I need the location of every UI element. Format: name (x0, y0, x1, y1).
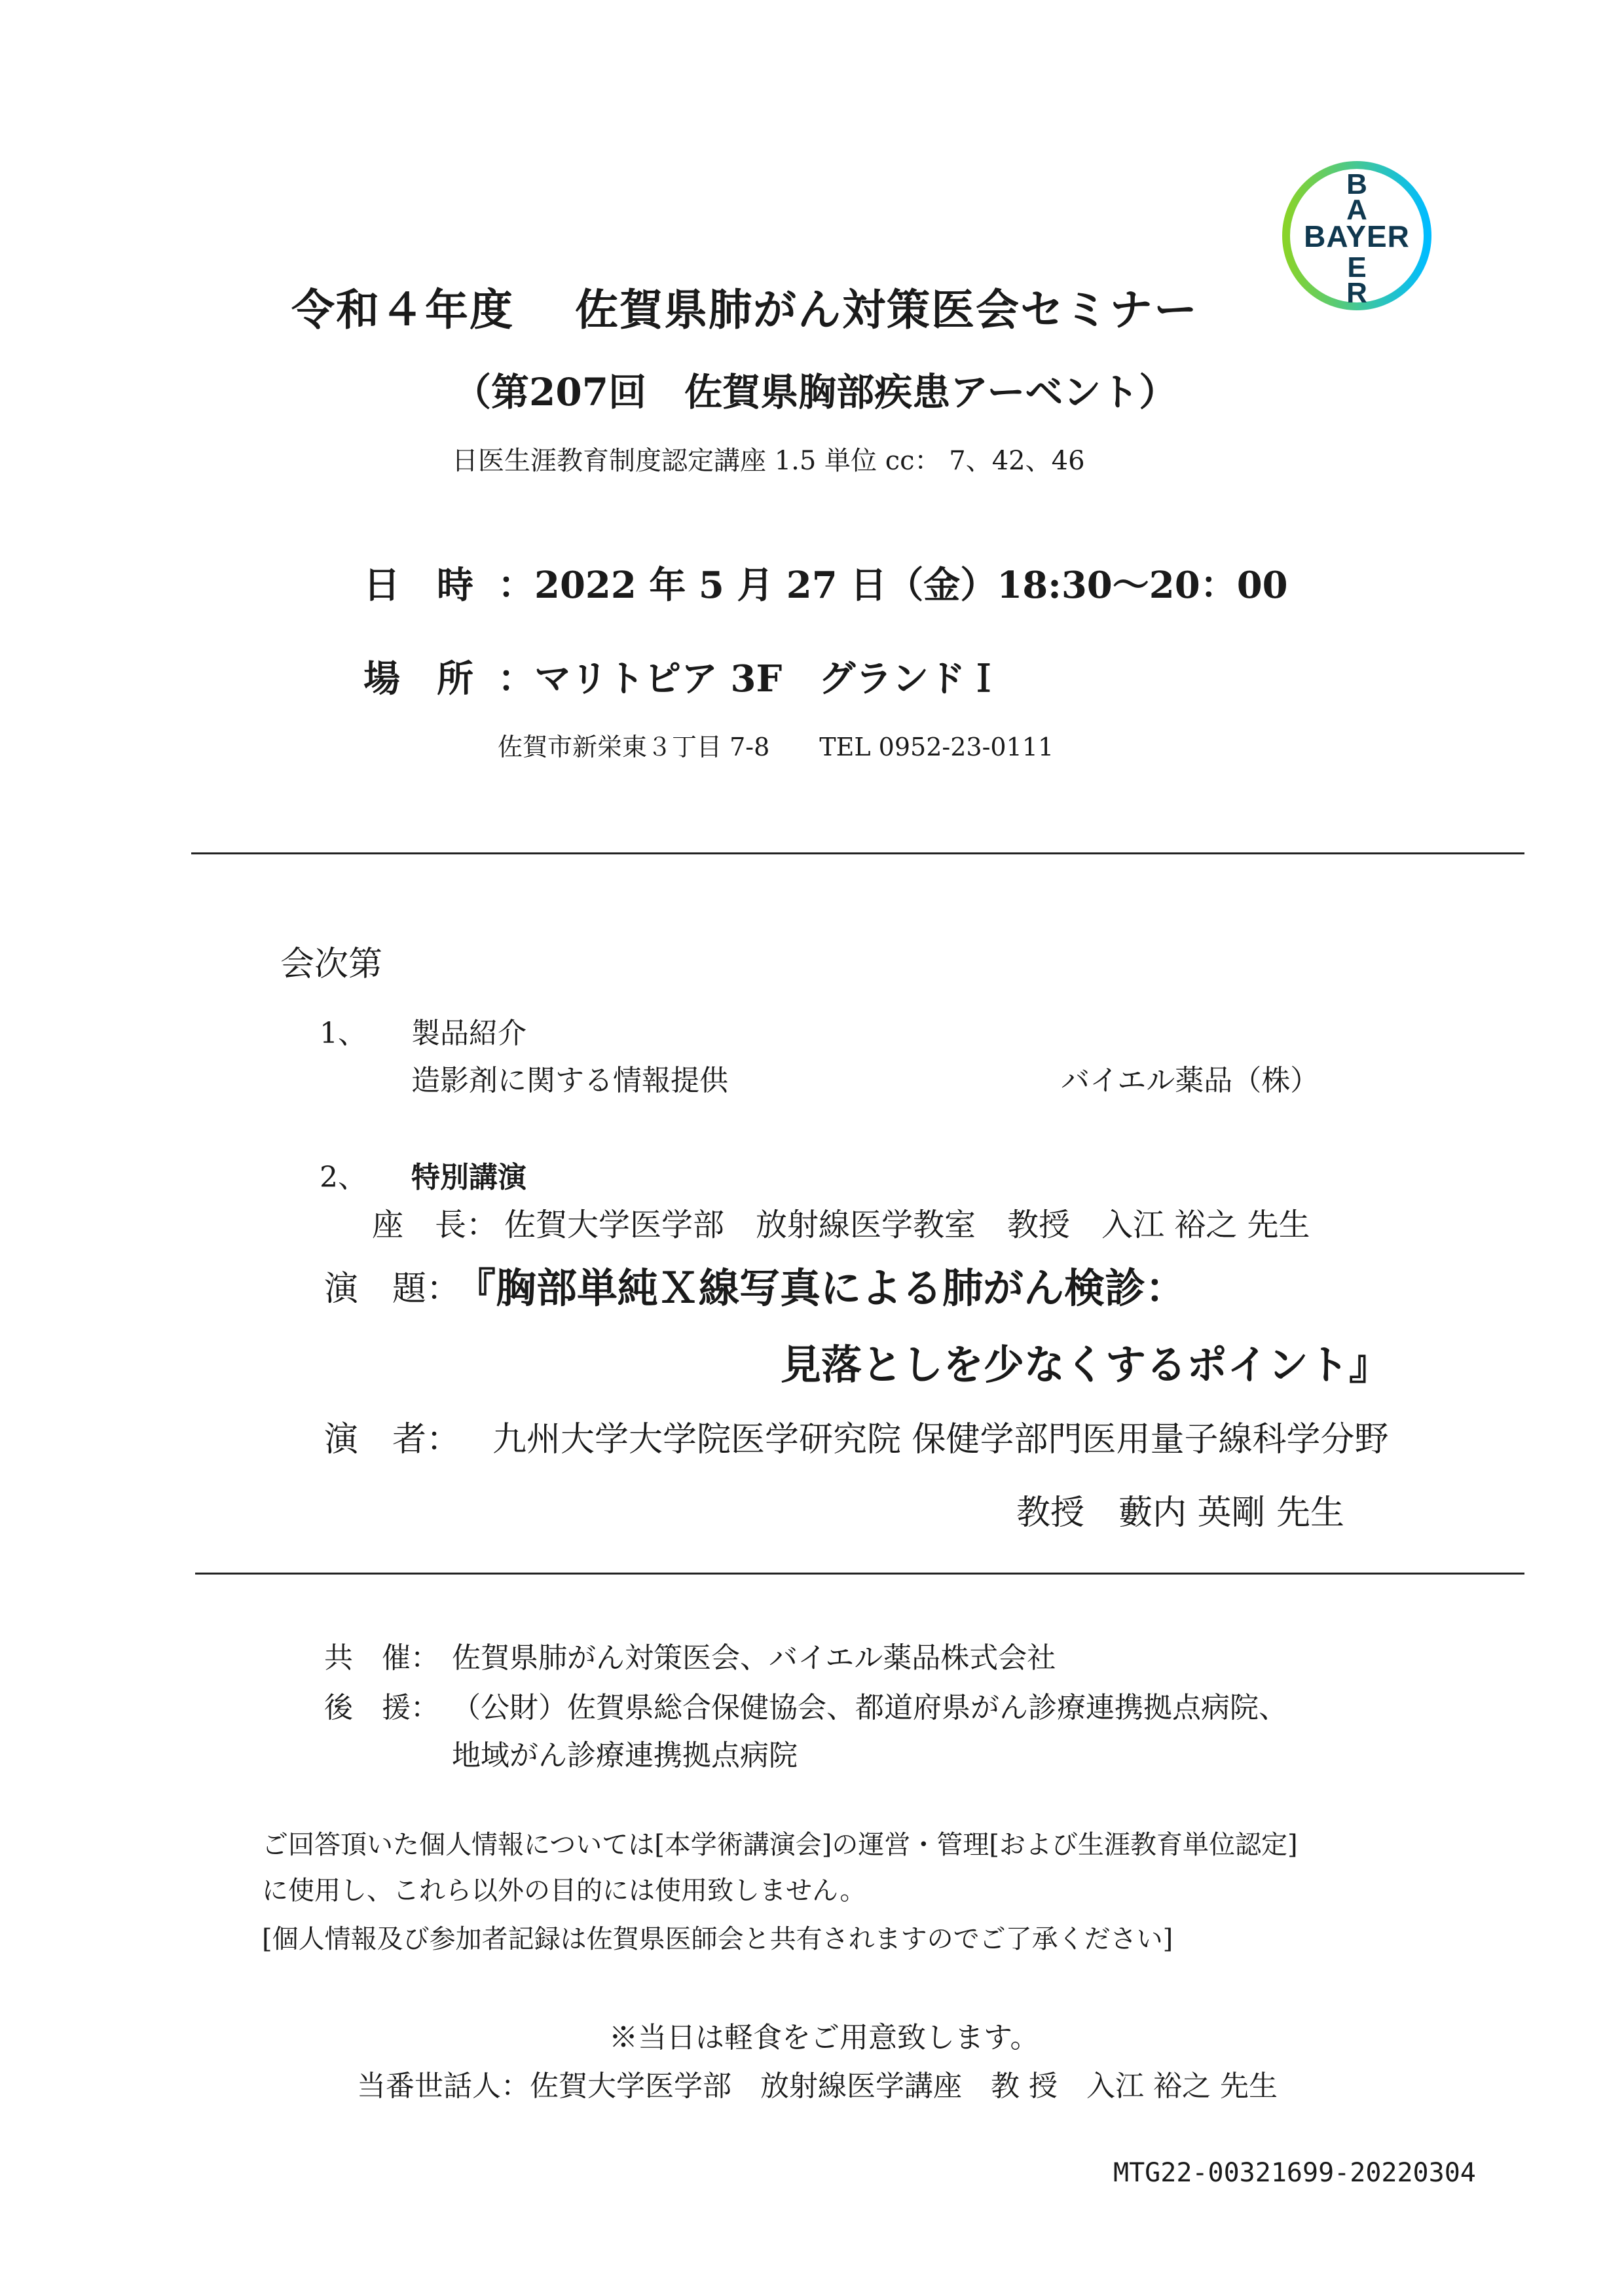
venue-label: 場 所 (363, 657, 473, 701)
datetime-label: 日 時 (363, 564, 473, 607)
privacy-line2: に使用し、これら以外の目的には使用致しません。 (262, 1876, 866, 1906)
support-line1: （公財）佐賀県総合保健協会、都道府県がん診療連携拠点病院、 (452, 1691, 1287, 1724)
svg-text:BAYER: BAYER (1304, 219, 1410, 253)
item1-number: 1、 (320, 1017, 367, 1050)
topic-line1: 『胸部単純Ｘ線写真による肺がん検診： (455, 1264, 1187, 1312)
credit-info: 日医生涯教育制度認定講座 1.5 単位 cc： 7、42、46 (452, 446, 1085, 476)
meal-note: ※当日は軽食をご用意致します。 (609, 2021, 1039, 2054)
item1-title: 製品紹介 (411, 1017, 526, 1050)
speaker-label: 演 者： (324, 1420, 461, 1459)
program-heading: 会次第 (280, 945, 383, 984)
topic-label: 演 題： (324, 1269, 461, 1309)
privacy-line3: [個人情報及び参加者記録は佐賀県医師会と共有されますのでご了承ください] (262, 1924, 1173, 1954)
svg-text:B: B (1346, 168, 1367, 200)
topic-line2: 見落としを少なくするポイント』 (781, 1341, 1390, 1389)
venue-address: 佐賀市新栄東３丁目 7-8 TEL 0952-23-0111 (498, 733, 1054, 761)
item1-description: 造影剤に関する情報提供 (411, 1064, 728, 1097)
svg-text:R: R (1346, 277, 1367, 309)
privacy-line1: ご回答頂いた個人情報については[本学術講演会]の運営・管理[および生涯教育単位認定] (262, 1830, 1298, 1860)
divider-top (191, 852, 1524, 854)
organizer: 当番世話人：佐賀大学医学部 放射線医学講座 教 授 入江 裕之 先生 (357, 2069, 1278, 2103)
support-line2: 地域がん診療連携拠点病院 (452, 1739, 798, 1772)
page-title: 令和４年度 佐賀県肺がん対策医会セミナー (291, 284, 1198, 335)
speaker-name: 教授 藪内 英剛 先生 (1016, 1493, 1345, 1533)
chair-value: 佐賀大学医学部 放射線医学教室 教授 入江 裕之 先生 (504, 1207, 1310, 1243)
cohost-value: 佐賀県肺がん対策医会、バイエル薬品株式会社 (452, 1641, 1056, 1675)
svg-text:A: A (1346, 194, 1367, 226)
datetime-value: ：2022 年 5 月 27 日（金）18:30～20：00 (498, 564, 1288, 607)
divider-bottom (195, 1573, 1524, 1575)
cohost-label: 共 催： (324, 1641, 439, 1675)
speaker-affiliation: 九州大学大学院医学研究院 保健学部門医用量子線科学分野 (492, 1420, 1389, 1459)
bayer-logo (1278, 157, 1435, 314)
svg-text:E: E (1347, 251, 1367, 283)
document-code: MTG22-00321699-20220304 (1113, 2158, 1476, 2188)
support-label: 後 援： (324, 1691, 439, 1724)
chair-label: 座 長： (372, 1207, 498, 1243)
page-subtitle: （第207回 佐賀県胸部疾患アーベント） (453, 370, 1177, 414)
venue-value: ：マリトピア 3F グランドＩ (498, 657, 1003, 701)
item1-company: バイエル薬品（株） (1061, 1064, 1320, 1097)
item2-number: 2、 (320, 1161, 367, 1194)
item2-title: 特別講演 (411, 1161, 526, 1194)
